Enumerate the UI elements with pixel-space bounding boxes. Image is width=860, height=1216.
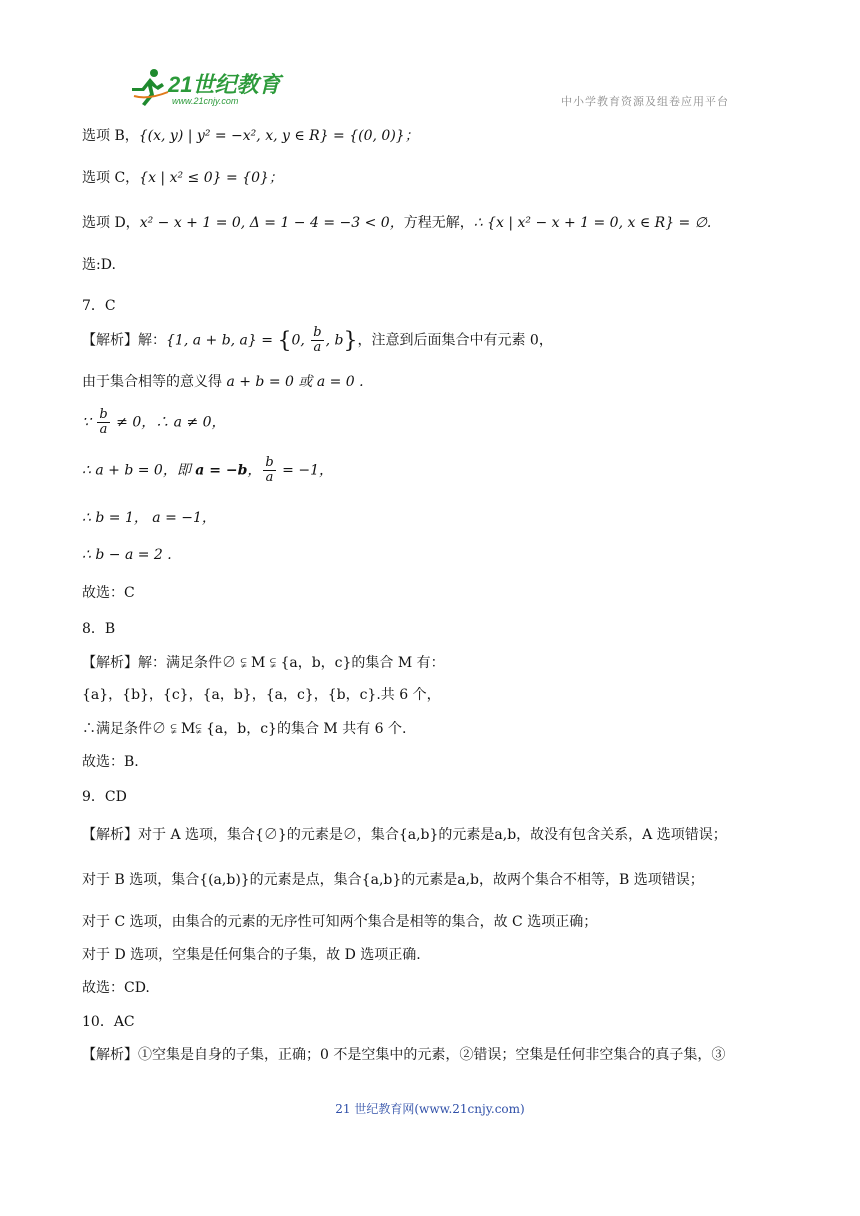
math: a + b = 0 或 a = 0 . xyxy=(226,374,364,390)
question-number-9: 9．CD xyxy=(82,789,127,805)
math: ∴ b = 1， a = −1， xyxy=(82,510,216,526)
text: ，注意到后面集合中有元素 0， xyxy=(357,332,553,349)
therefore-line-3 xyxy=(82,545,172,565)
denominator: a xyxy=(99,422,108,437)
math: ∵ xyxy=(82,414,96,431)
fraction-b-over-a xyxy=(311,326,323,355)
text: 选项 D， xyxy=(82,215,140,231)
because-line xyxy=(82,408,226,437)
choice-line: 选:D. xyxy=(82,257,116,273)
fraction-b-over-a xyxy=(263,456,275,485)
analysis-9-c-line: 对于 C 选项，由集合的元素的无序性可知两个集合是相等的集合，故 C 选项正确； xyxy=(82,914,598,930)
math: ∴ {x | x² − x + 1 = 0, x ∈ R} = ∅. xyxy=(473,215,712,231)
choice-line: 故选：B. xyxy=(82,754,139,770)
therefore-line-1 xyxy=(82,456,333,485)
math: {1, a + b, a} = xyxy=(166,332,278,349)
analysis-10-line: 【解析】①空集是自身的子集，正确；0 不是空集中的元素，②错误；空集是任何非空集合的真子集，③ xyxy=(82,1047,726,1063)
runner-logo-icon xyxy=(128,66,172,110)
choice-line: 故选：CD. xyxy=(82,980,150,996)
math: {x | x² ≤ 0} = {0}； xyxy=(139,170,283,186)
math: = −1， xyxy=(277,462,333,479)
analysis-9-d-line: 对于 D 选项，空集是任何集合的子集，故 D 选项正确. xyxy=(82,947,421,963)
option-b-line xyxy=(82,126,419,146)
platform-text: 中小学教育资源及组卷应用平台 xyxy=(561,95,729,108)
analysis-8-line: 【解析】解：满足条件∅ ⫋ M ⫋ {a，b，c}的集合 M 有： xyxy=(82,655,445,671)
math: 0, xyxy=(291,332,310,349)
logo xyxy=(128,66,288,110)
math: {(x, y) | y² = −x², x, y ∈ R} = {(0, 0)}； xyxy=(138,128,419,144)
text: 由于集合相等的意义得 xyxy=(82,374,227,390)
choice-line: 故选：C xyxy=(82,585,135,601)
analysis-9-a-line: 【解析】对于 A 选项，集合{∅}的元素是∅，集合{a,b}的元素是a,b，故没有包含关系，A 选项错误； xyxy=(82,827,727,843)
fraction-b-over-a xyxy=(97,408,109,437)
brace: } xyxy=(343,328,358,354)
numerator: b xyxy=(99,407,108,422)
text: 【解析】解： xyxy=(82,332,166,349)
conclusion-line: ∴满足条件∅ ⫋ M⫋ {a，b，c}的集合 M 共有 6 个. xyxy=(82,721,407,737)
equality-line xyxy=(82,372,364,392)
math: ∴ b − a = 2 . xyxy=(82,547,172,563)
question-number-7: 7．C xyxy=(82,298,116,314)
option-d-line xyxy=(82,213,711,233)
denominator: a xyxy=(313,340,322,355)
numerator: b xyxy=(265,455,274,470)
therefore-line-2 xyxy=(82,508,216,528)
logo-text: 21世纪教育 xyxy=(168,72,281,97)
math: , b xyxy=(325,332,344,349)
text: 选项 C， xyxy=(82,170,140,186)
page-footer: 21 世纪教育网(www.21cnjy.com) xyxy=(335,1102,525,1116)
subset-list-line: {a}，{b}，{c}，{a，b}，{a，c}，{b，c}.共 6 个， xyxy=(82,687,441,703)
numerator: b xyxy=(313,325,322,340)
page-header xyxy=(0,0,860,120)
brace: { xyxy=(277,328,292,354)
analysis-9-b-line: 对于 B 选项，集合{(a,b)}的元素是点，集合{a,b}的元素是a,b，故两个集合不相等，B 选项错误； xyxy=(82,872,704,888)
analysis-7-line xyxy=(82,326,553,355)
math: ≠ 0，∴ a ≠ 0， xyxy=(111,414,226,431)
option-c-line xyxy=(82,168,283,188)
math-bold: a = −b xyxy=(195,462,248,479)
math: ， xyxy=(247,462,262,479)
question-number-10: 10．AC xyxy=(82,1014,135,1030)
denominator: a xyxy=(265,470,274,485)
text: 选项 B， xyxy=(82,128,139,144)
logo-url: www.21cnjy.com xyxy=(172,96,239,106)
question-number-8: 8．B xyxy=(82,621,116,637)
text: 方程无解， xyxy=(403,215,474,231)
math: ∴ a + b = 0，即 xyxy=(82,462,196,479)
math: x² − x + 1 = 0, Δ = 1 − 4 = −3 < 0， xyxy=(139,215,404,231)
